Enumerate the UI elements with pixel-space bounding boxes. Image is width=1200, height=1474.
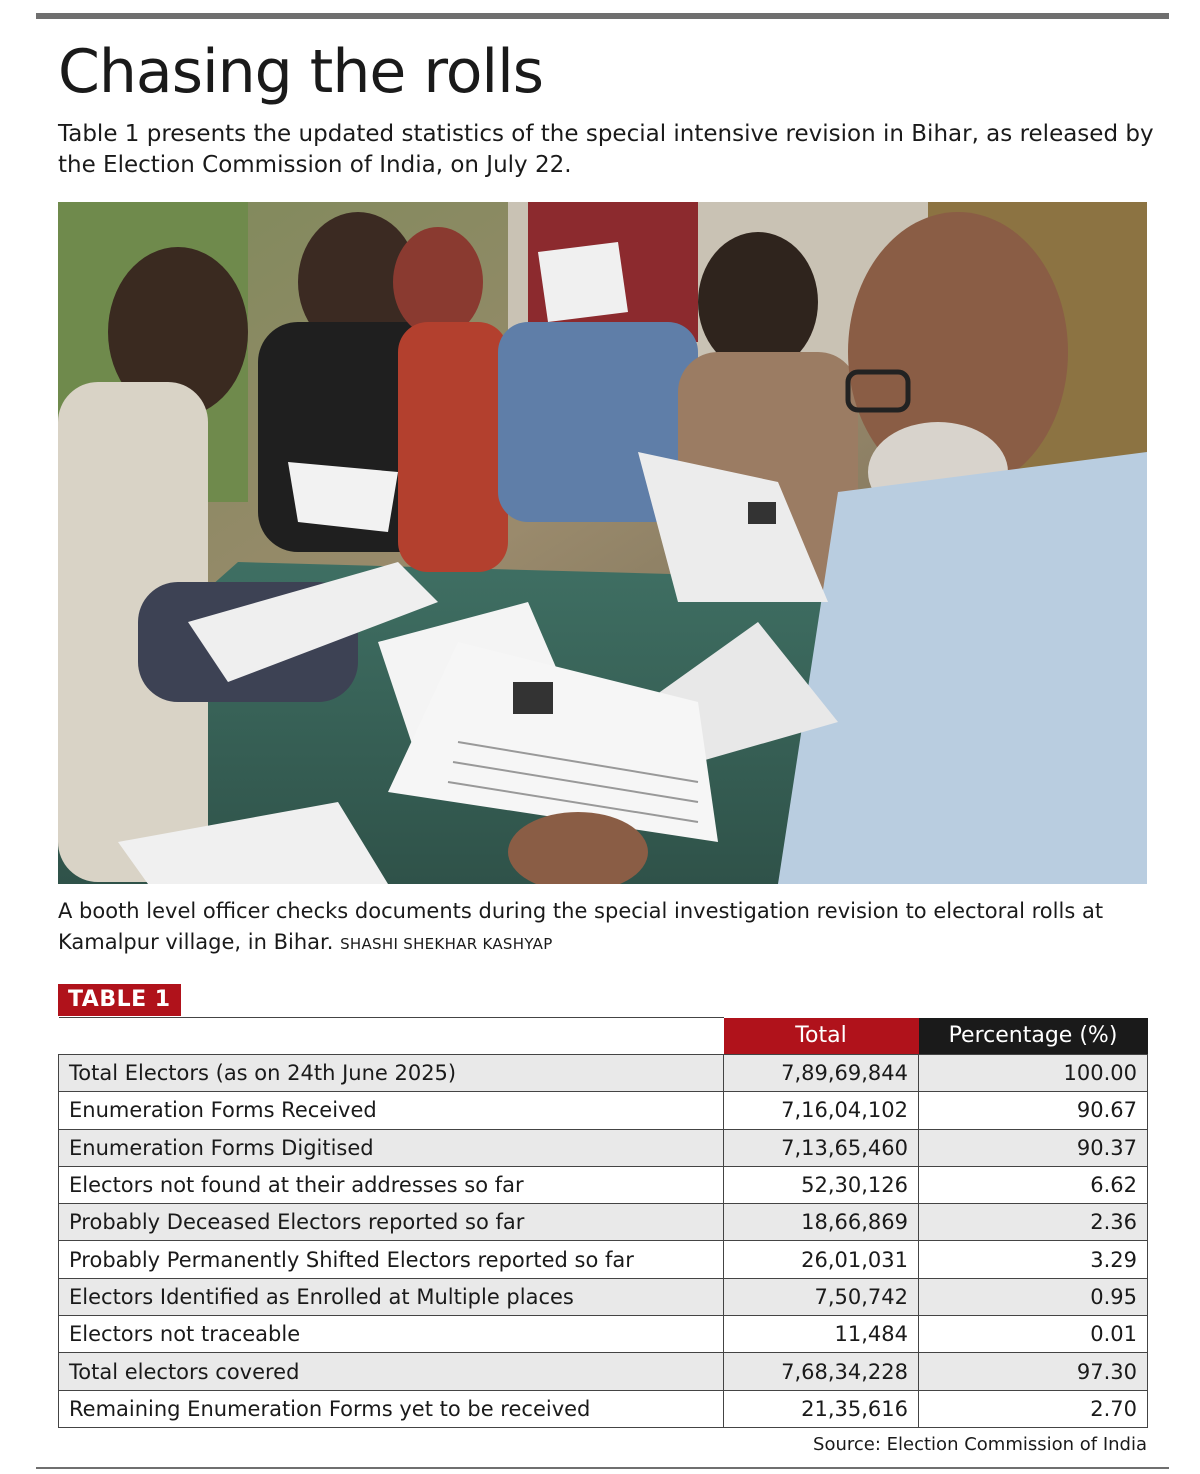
bottom-rule bbox=[36, 1467, 1169, 1469]
photo-caption bbox=[58, 896, 1158, 960]
header-percentage: Percentage (%) bbox=[919, 1018, 1148, 1055]
row-label: Electors not found at their addresses so far bbox=[59, 1166, 724, 1203]
row-percentage: 90.37 bbox=[919, 1129, 1148, 1166]
statistics-table bbox=[58, 1017, 1148, 1428]
table-row bbox=[59, 1129, 1148, 1166]
header-total: Total bbox=[724, 1018, 919, 1055]
row-total: 18,66,869 bbox=[724, 1204, 919, 1241]
table-header-row bbox=[59, 1018, 1148, 1055]
row-percentage: 0.01 bbox=[919, 1316, 1148, 1353]
row-percentage: 100.00 bbox=[919, 1055, 1148, 1092]
page-title: Chasing the rolls bbox=[58, 37, 544, 107]
row-total: 11,484 bbox=[724, 1316, 919, 1353]
row-total: 7,89,69,844 bbox=[724, 1055, 919, 1092]
table-row bbox=[59, 1390, 1148, 1427]
table-row bbox=[59, 1241, 1148, 1278]
row-label: Total Electors (as on 24th June 2025) bbox=[59, 1055, 724, 1092]
row-percentage: 2.36 bbox=[919, 1204, 1148, 1241]
row-label: Total electors covered bbox=[59, 1353, 724, 1390]
row-percentage: 97.30 bbox=[919, 1353, 1148, 1390]
row-label: Electors Identified as Enrolled at Multiple places bbox=[59, 1278, 724, 1315]
row-label: Probably Deceased Electors reported so far bbox=[59, 1204, 724, 1241]
row-total: 7,50,742 bbox=[724, 1278, 919, 1315]
row-percentage: 3.29 bbox=[919, 1241, 1148, 1278]
table-row bbox=[59, 1278, 1148, 1315]
row-total: 7,68,34,228 bbox=[724, 1353, 919, 1390]
table-row bbox=[59, 1092, 1148, 1129]
row-total: 7,16,04,102 bbox=[724, 1092, 919, 1129]
row-label: Enumeration Forms Digitised bbox=[59, 1129, 724, 1166]
caption-text: A booth level officer checks documents during the special investigation revision to electoral rolls at Kamalpur village, in Bihar. bbox=[58, 899, 1104, 954]
row-percentage: 0.95 bbox=[919, 1278, 1148, 1315]
table-label: TABLE 1 bbox=[58, 984, 181, 1016]
table-row bbox=[59, 1353, 1148, 1390]
row-percentage: 2.70 bbox=[919, 1390, 1148, 1427]
source-note: Source: Election Commission of India bbox=[813, 1434, 1147, 1455]
row-label: Enumeration Forms Received bbox=[59, 1092, 724, 1129]
header-blank-cell bbox=[59, 1018, 724, 1055]
table-row bbox=[59, 1316, 1148, 1353]
table-row bbox=[59, 1166, 1148, 1203]
row-total: 26,01,031 bbox=[724, 1241, 919, 1278]
row-percentage: 6.62 bbox=[919, 1166, 1148, 1203]
row-percentage: 90.67 bbox=[919, 1092, 1148, 1129]
row-total: 52,30,126 bbox=[724, 1166, 919, 1203]
photo-credit: SHASHI SHEKHAR KASHYAP bbox=[340, 935, 553, 953]
row-label: Probably Permanently Shifted Electors reported so far bbox=[59, 1241, 724, 1278]
intro-text: Table 1 presents the updated statistics of the special intensive revision in Bihar, as released by the Election Commission of India, on July 22. bbox=[58, 121, 1154, 178]
row-label: Electors not traceable bbox=[59, 1316, 724, 1353]
table-row bbox=[59, 1204, 1148, 1241]
table-row bbox=[59, 1055, 1148, 1092]
top-rule bbox=[36, 13, 1169, 19]
row-label: Remaining Enumeration Forms yet to be received bbox=[59, 1390, 724, 1427]
row-total: 21,35,616 bbox=[724, 1390, 919, 1427]
news-photo bbox=[58, 202, 1147, 884]
row-total: 7,13,65,460 bbox=[724, 1129, 919, 1166]
